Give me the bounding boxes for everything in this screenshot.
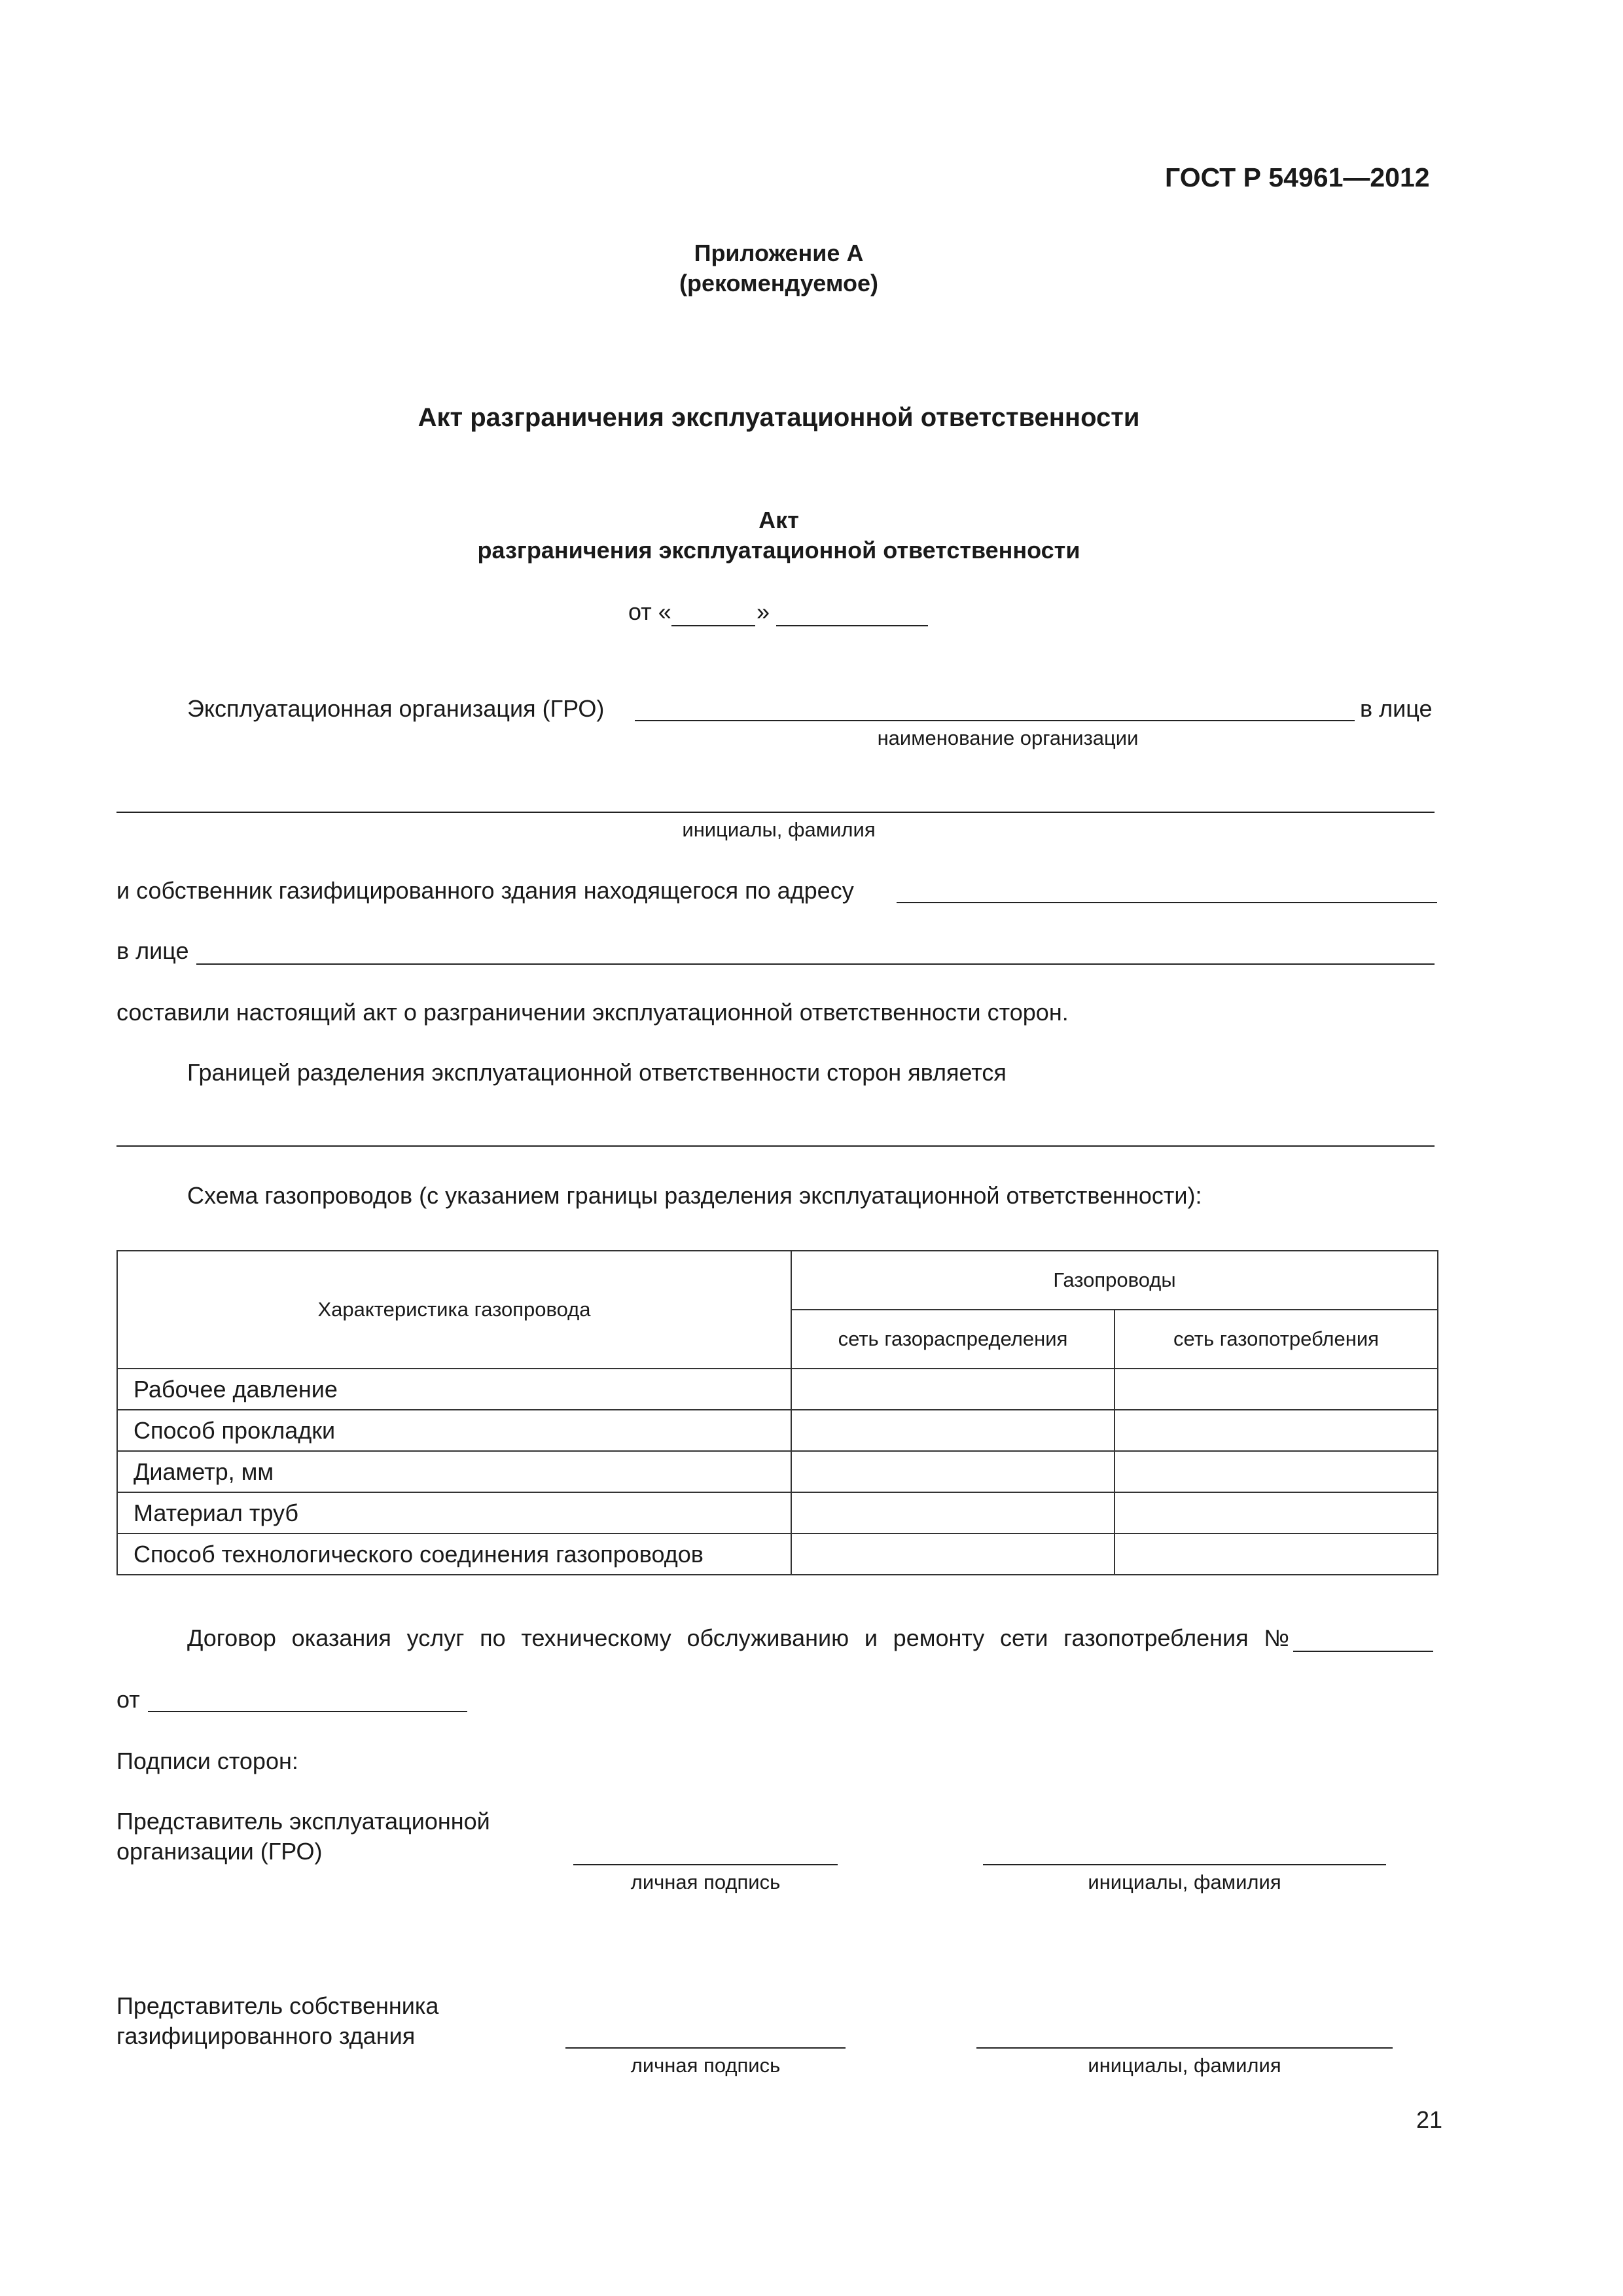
rep-org-signature-caption: личная подпись — [630, 1871, 781, 1893]
org-label: Эксплуатационная организация (ГРО) — [187, 695, 605, 722]
distribution-cell[interactable] — [791, 1534, 1115, 1575]
contract-date-label: от — [116, 1686, 140, 1713]
row-label: Рабочее давление — [117, 1369, 791, 1410]
owner-person-label: в лице — [116, 937, 189, 964]
row-label: Способ прокладки — [117, 1410, 791, 1451]
distribution-cell[interactable] — [791, 1369, 1115, 1410]
boundary-statement: Границей разделения эксплуатационной ответственности сторон является — [187, 1059, 1007, 1086]
table-row — [117, 1369, 1438, 1410]
consumption-cell[interactable] — [1115, 1410, 1438, 1451]
composed-statement: составили настоящий акт о разграничении эксплуатационной ответственности сторон. — [116, 999, 1069, 1026]
appendix-status: (рекомендуемое) — [679, 270, 878, 296]
date-prefix: от « — [628, 598, 671, 625]
consumption-cell[interactable] — [1115, 1369, 1438, 1410]
owner-address-field[interactable] — [897, 902, 1437, 903]
document-number: ГОСТ Р 54961—2012 — [1165, 162, 1430, 192]
table-row — [117, 1451, 1438, 1492]
contract-statement: Договор оказания услуг по техническому обслуживанию и ремонту сети газопотребления № — [187, 1624, 1289, 1651]
boundary-field[interactable] — [116, 1145, 1435, 1147]
row-label: Материал труб — [117, 1492, 791, 1534]
table-row — [117, 1410, 1438, 1451]
org-person-caption: инициалы, фамилия — [682, 818, 876, 841]
rep-owner-name-caption: инициалы, фамилия — [1088, 2054, 1281, 2077]
date-month-year-field[interactable] — [776, 625, 928, 626]
distribution-cell[interactable] — [791, 1492, 1115, 1534]
rep-org-line1: Представитель эксплуатационной — [116, 1808, 490, 1835]
row-label: Способ технологического соединения газопроводов — [117, 1534, 791, 1575]
header-pipelines: Газопроводы — [791, 1251, 1438, 1310]
header-characteristic: Характеристика газопровода — [117, 1251, 791, 1369]
consumption-cell[interactable] — [1115, 1451, 1438, 1492]
rep-org-name-field[interactable] — [983, 1864, 1386, 1865]
consumption-cell[interactable] — [1115, 1492, 1438, 1534]
org-name-field[interactable] — [635, 720, 1355, 721]
rep-owner-line2: газифицированного здания — [116, 2022, 416, 2049]
contract-number-field[interactable] — [1293, 1651, 1433, 1652]
owner-person-field[interactable] — [196, 963, 1435, 965]
page-number: 21 — [1416, 2106, 1443, 2133]
rep-org-name-caption: инициалы, фамилия — [1088, 1871, 1281, 1893]
date-day-field[interactable] — [671, 625, 755, 626]
distribution-cell[interactable] — [791, 1410, 1115, 1451]
appendix-title: Приложение А — [694, 240, 864, 266]
table-row — [117, 1492, 1438, 1534]
distribution-cell[interactable] — [791, 1451, 1115, 1492]
rep-org-signature-field[interactable] — [573, 1864, 838, 1865]
org-name-caption: наименование организации — [877, 726, 1139, 749]
owner-address-label: и собственник газифицированного здания находящегося по адресу — [116, 877, 854, 904]
rep-owner-signature-caption: личная подпись — [630, 2054, 781, 2077]
rep-owner-line1: Представитель собственника — [116, 1992, 439, 2019]
consumption-cell[interactable] — [1115, 1534, 1438, 1575]
org-suffix: в лице — [1360, 695, 1433, 722]
rep-org-line2: организации (ГРО) — [116, 1838, 323, 1865]
rep-owner-name-field[interactable] — [976, 2047, 1393, 2049]
date-mid: » — [757, 598, 770, 625]
header-consumption-network: сеть газопотребления — [1115, 1310, 1438, 1369]
main-title: Акт разграничения эксплуатационной ответственности — [418, 403, 1140, 432]
row-label: Диаметр, мм — [117, 1451, 791, 1492]
header-distribution-network: сеть газораспределения — [791, 1310, 1115, 1369]
table-row — [117, 1534, 1438, 1575]
rep-owner-signature-field[interactable] — [565, 2047, 846, 2049]
form-title-line1: Акт — [758, 507, 799, 533]
form-title-line2: разграничения эксплуатационной ответственности — [477, 537, 1080, 564]
scheme-statement: Схема газопроводов (с указанием границы разделения эксплуатационной ответственности): — [187, 1182, 1202, 1209]
gas-pipeline-table — [116, 1250, 1438, 1575]
contract-date-field[interactable] — [148, 1711, 467, 1712]
org-person-field[interactable] — [116, 812, 1435, 813]
signatures-heading: Подписи сторон: — [116, 1748, 298, 1774]
